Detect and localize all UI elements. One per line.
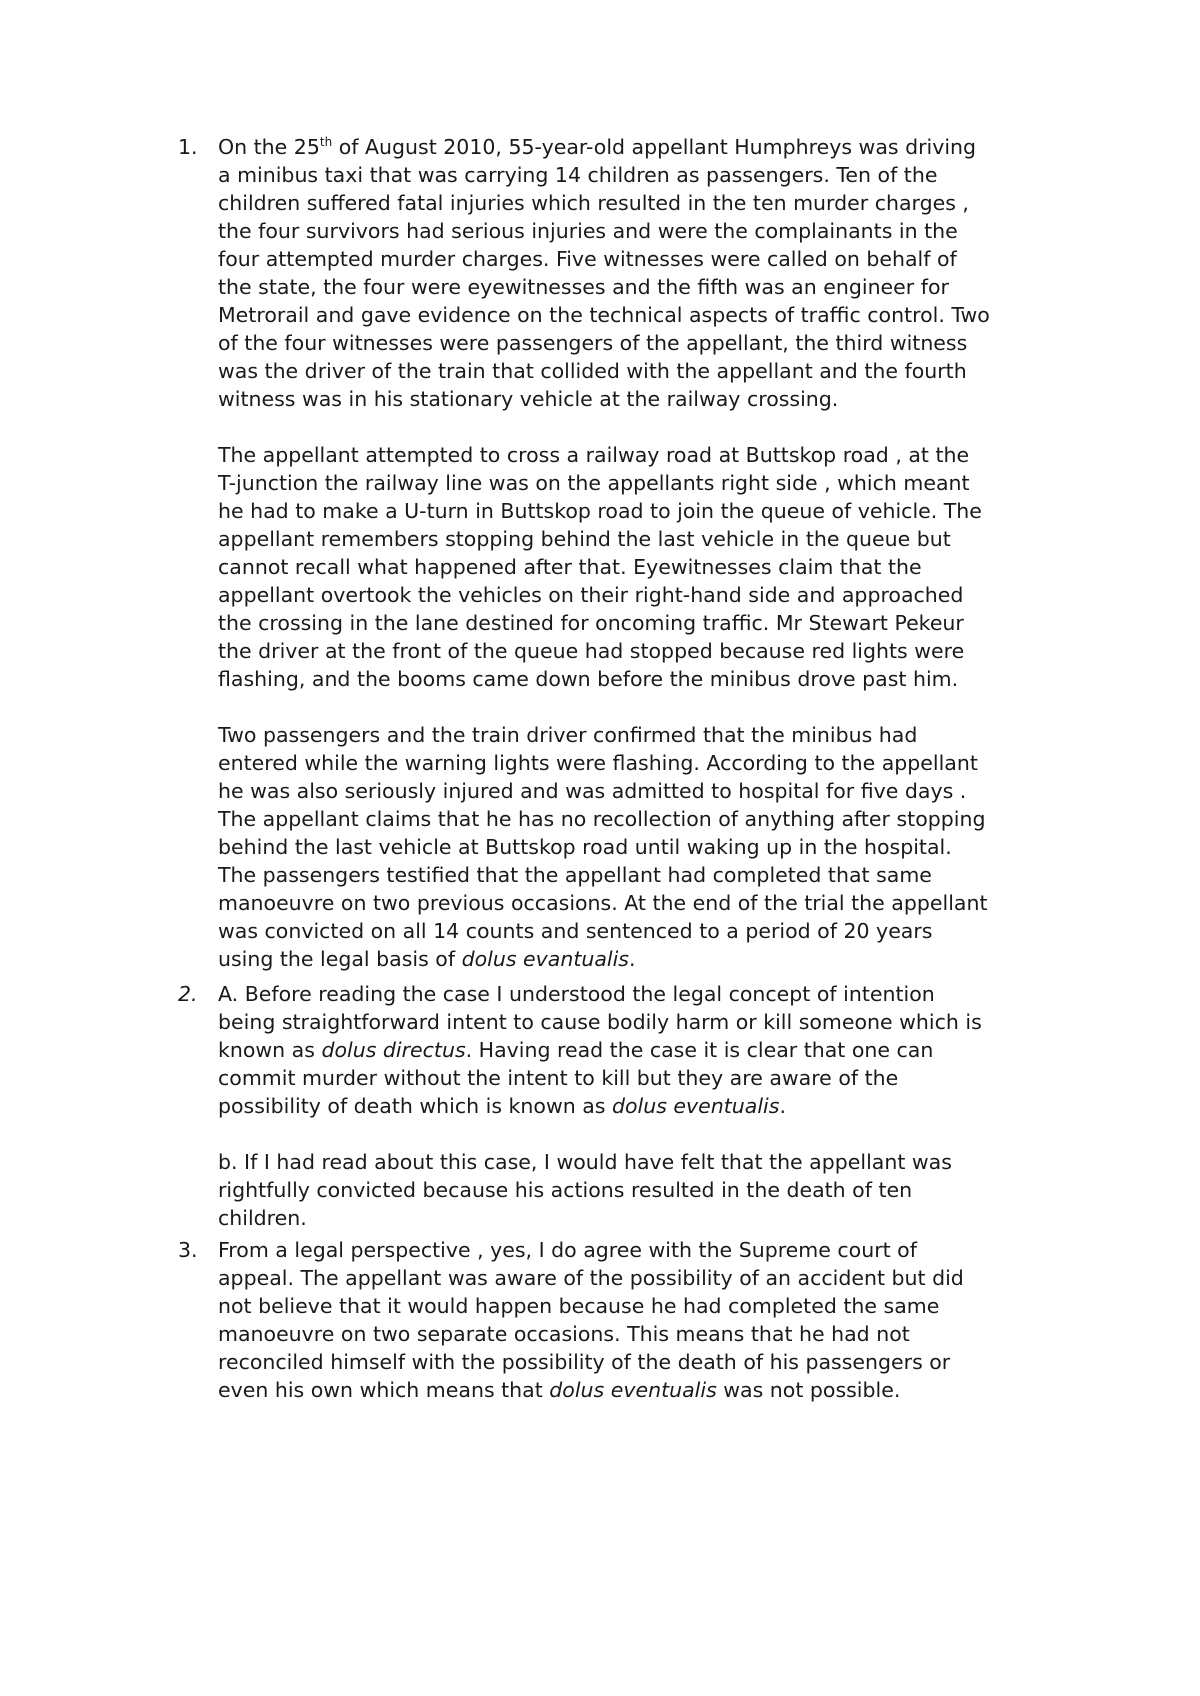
text-run: was not possible.	[716, 1378, 901, 1402]
text-run: . Having read the case it is clear that one can commit murder without the intent to kill but they are aware of the possibility of death which is known as	[218, 1038, 934, 1118]
paragraph	[218, 133, 1058, 413]
text-run: Two passengers and the train driver confirmed that the minibus had entered while the warning lights were flashing. According to the appellant he was also seriously injured and was admitted to hospital for five days . The appellant claims that he has no recollection of anything after stopping behind the last vehicle at Buttskop road until waking up in the hospital. The passengers testified that the appellant had completed that same manoeuvre on two previous occasions. At the end of the trial the appellant was convicted on all 14 counts and sentenced to a period of 20 years using the legal basis of	[218, 723, 988, 971]
paragraph	[218, 441, 1058, 693]
text-run: A. Before reading the case I understood the legal concept of intention being straightforward intent to cause bodily harm or kill someone which is known as	[218, 982, 982, 1062]
italic-term: dolus eventualis	[611, 1094, 780, 1118]
italic-term: dolus eventualis	[549, 1378, 717, 1402]
italic-term: dolus evantualis	[461, 947, 629, 971]
list-marker: 2.	[178, 982, 198, 1006]
list-marker: 3.	[178, 1238, 198, 1262]
italic-term: dolus directus	[321, 1038, 466, 1062]
paragraph	[218, 721, 1058, 973]
text-run: of August 2010, 55-year-old appellant Humphreys was driving a minibus taxi that was carrying 14 children as passengers. Ten of the children suffered fatal injuries which resulted in the ten murder charges , the four survivors had serious injuries and were the complainants in the four attempted murder charges. Five witnesses were called on behalf of the state, the four were eyewitnesses and the fifth was an engineer for Metrorail and gave evidence on the technical aspects of traffic control. Two of the four witnesses were passengers of the appellant, the third witness was the driver of the train that collided with the appellant and the fourth witness was in his stationary vehicle at the railway crossing.	[218, 135, 990, 411]
list-item-body	[218, 1236, 1058, 1404]
paragraph	[218, 1148, 1058, 1232]
list-item-body	[218, 133, 1058, 973]
paragraph	[218, 1236, 1058, 1404]
text-run: From a legal perspective , yes, I do agree with the Supreme court of appeal. The appellant was aware of the possibility of an accident but did not believe that it would happen because he had completed the same manoeuvre on two separate occasions. This means that he had not reconciled himself with the possibility of the death of his passengers or even his own which means that	[218, 1238, 964, 1402]
superscript-text: th	[319, 135, 333, 149]
text-run: On the 25	[218, 135, 320, 159]
list-marker: 1.	[178, 135, 198, 159]
text-run: .	[628, 947, 636, 971]
text-run: The appellant attempted to cross a railway road at Buttskop road , at the T-junction the railway line was on the appellants right side , which meant he had to make a U-turn in Buttskop road to join the queue of vehicle. The appellant remembers stopping behind the last vehicle in the queue but cannot recall what happened after that. Eyewitnesses claim that the appellant overtook the vehicles on their right-hand side and approached the crossing in the lane destined for oncoming traffic. Mr Stewart Pekeur the driver at the front of the queue had stopped because red lights were flashing, and the booms came down before the minibus drove past him.	[218, 443, 982, 691]
list-item-body	[218, 980, 1058, 1232]
text-run: .	[779, 1094, 786, 1118]
text-run: b. If I had read about this case, I would have felt that the appellant was rightfully convicted because his actions resulted in the death of ten children.	[218, 1150, 952, 1230]
paragraph	[218, 980, 1058, 1120]
